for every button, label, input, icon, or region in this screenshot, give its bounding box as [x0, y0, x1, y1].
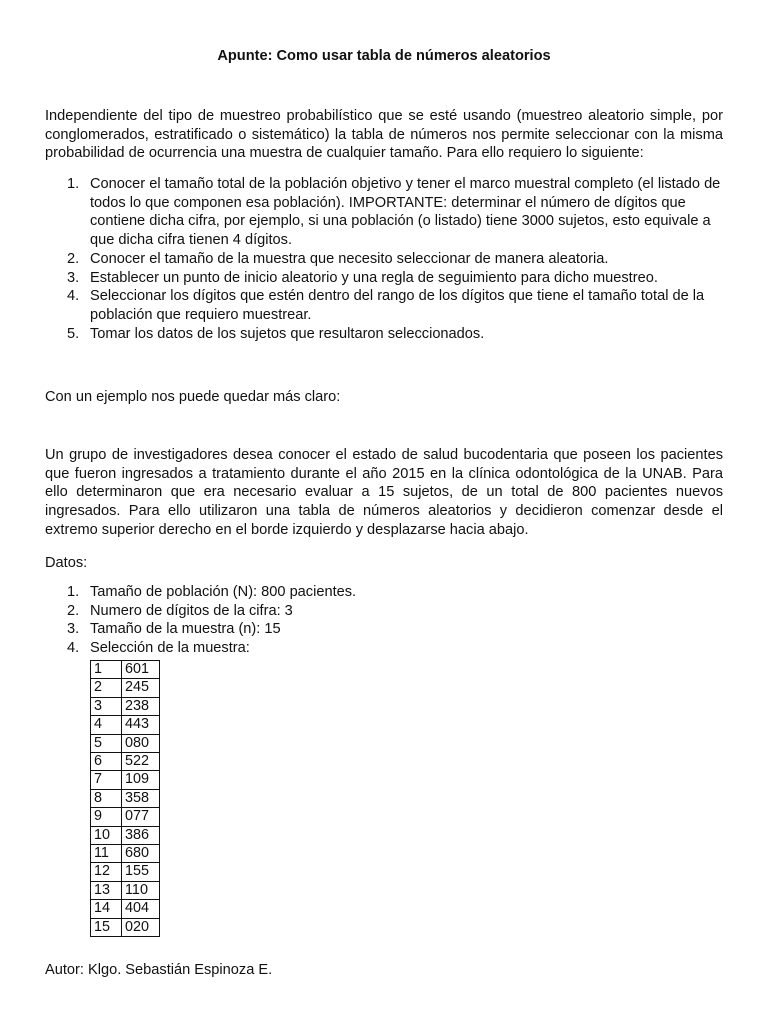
document-title: Apunte: Como usar tabla de números aleatorios [217, 48, 551, 64]
table-row [91, 661, 160, 679]
row-index: 14 [91, 900, 122, 918]
row-value: 020 [122, 918, 160, 936]
row-index: 8 [91, 789, 122, 807]
table-row [91, 789, 160, 807]
list-item: 4. Seleccionar los dígitos que estén dentro del rango de los dígitos que tiene el tamaño total de la población que requiero muestrear. [67, 288, 705, 323]
table-row [91, 826, 160, 844]
table-row [91, 716, 160, 734]
list-item: 1. Tamaño de población (N): 800 pacientes. [67, 584, 357, 600]
example-intro: Con un ejemplo nos puede quedar más claro: [45, 389, 341, 405]
list-item: 3. Tamaño de la muestra (n): 15 [67, 621, 281, 638]
row-value: 404 [122, 900, 160, 918]
row-value: 601 [122, 661, 160, 679]
row-value: 522 [122, 753, 160, 771]
requirements-list [45, 175, 723, 343]
table-row [91, 697, 160, 715]
list-item: 1. Conocer el tamaño total de la población objetivo y tener el marco muestral completo (el listado de todos lo que componen esa población). IMPORTANTE: determinar el número de dígitos que contiene dicha cifra, por ejemplo, si una población (o listado) tiene 3000 sujetos, esto equivale a que dicha cifra tienen 4 dígitos. [67, 176, 721, 249]
table-row [91, 734, 160, 752]
table-row [91, 808, 160, 826]
intro-paragraph: Independiente del tipo de muestreo probabilístico que se esté usando (muestreo aleatorio simple, por conglomerados, estratificado o sistemático) la tabla de números nos permite seleccionar con la misma probabilidad de ocurrencia una muestra de cualquier tamaño. Para ello requiero lo siguiente: [45, 108, 723, 162]
row-value: 080 [122, 734, 160, 752]
table-row [91, 679, 160, 697]
row-value: 443 [122, 716, 160, 734]
row-index: 15 [91, 918, 122, 936]
row-index: 6 [91, 753, 122, 771]
list-item: 2. Numero de dígitos de la cifra: 3 [67, 602, 293, 619]
row-index: 4 [91, 716, 122, 734]
row-index: 3 [91, 697, 122, 715]
row-index: 5 [91, 734, 122, 752]
row-index: 12 [91, 863, 122, 881]
table-row [91, 863, 160, 881]
row-index: 11 [91, 845, 122, 863]
row-index: 7 [91, 771, 122, 789]
row-value: 077 [122, 808, 160, 826]
table-row [91, 900, 160, 918]
table-row [91, 771, 160, 789]
row-index: 13 [91, 881, 122, 899]
data-label: Datos: [45, 555, 88, 571]
row-index: 10 [91, 826, 122, 844]
table-row [91, 845, 160, 863]
data-list [45, 583, 723, 658]
row-value: 680 [122, 845, 160, 863]
row-value: 155 [122, 863, 160, 881]
row-value: 386 [122, 826, 160, 844]
table-row [91, 753, 160, 771]
row-value: 245 [122, 679, 160, 697]
row-value: 238 [122, 697, 160, 715]
row-value: 109 [122, 771, 160, 789]
list-item: 2. Conocer el tamaño de la muestra que necesito seleccionar de manera aleatoria. [67, 250, 609, 267]
row-index: 2 [91, 679, 122, 697]
row-index: 9 [91, 808, 122, 826]
author-line: Autor: Klgo. Sebastián Espinoza E. [45, 962, 273, 978]
example-paragraph: Un grupo de investigadores desea conocer el estado de salud bucodentaria que poseen los pacientes que fueron ingresados a tratamiento durante el año 2015 en la clínica odontológica de la UNAB. Para ello determinaron que era necesario evaluar a 15 sujetos, de un total de 800 pacientes nuevos ingresados. Para ello utilizaron una tabla de números aleatorios y decidieron comenzar desde el extremo superior derecho en el borde izquierdo y desplazarse hacia abajo. [45, 447, 723, 538]
list-item: 5. Tomar los datos de los sujetos que resultaron seleccionados. [67, 325, 485, 342]
table-row [91, 881, 160, 899]
table-row [91, 918, 160, 936]
list-item: 4. Selección de la muestra: [67, 640, 250, 657]
row-index: 1 [91, 661, 122, 679]
row-value: 358 [122, 789, 160, 807]
row-value: 110 [122, 881, 160, 899]
sample-selection-table [90, 660, 160, 937]
list-item: 3. Establecer un punto de inicio aleatorio y una regla de seguimiento para dicho muestreo. [67, 269, 658, 286]
